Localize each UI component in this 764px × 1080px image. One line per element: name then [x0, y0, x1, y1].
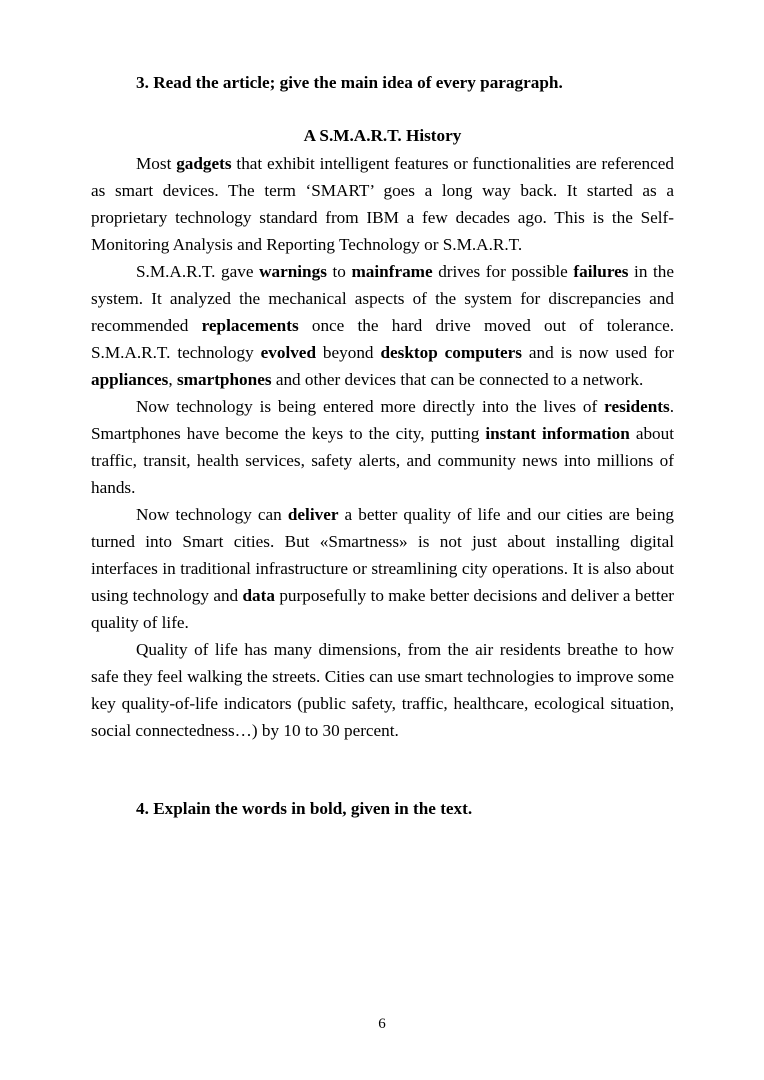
paragraph-text: about traffic, transit, health services, safety alerts, and community news into millions of hands.	[91, 424, 674, 497]
bold-term: smartphones	[176, 370, 272, 389]
bold-term: deliver	[287, 505, 339, 524]
article-body	[91, 150, 674, 744]
paragraph-text: that exhibit intelligent features or functionalities are referenced as smart devices. The term ‘SMART’ goes a long way back. It started as a proprietary technology standard from IBM a few decades ago. This is the Self-Monitoring Analysis and Reporting Technology or S.M.A.R.T.	[91, 154, 674, 254]
bold-term: warnings	[259, 262, 327, 281]
task-3-heading: 3. Read the article; give the main idea of every paragraph.	[136, 73, 563, 92]
article-paragraph	[91, 501, 674, 636]
paragraph-text: Quality of life has many dimensions, from the air residents breathe to how safe they feel walking the streets. Cities can use smart technologies to improve some key quality-of-life indicators (public safety, traffic, healthcare, ecological situation, social connectedness…) by 10 to 30 percent.	[91, 640, 674, 740]
bold-term: residents	[604, 397, 670, 416]
page-number: 6	[378, 1016, 386, 1032]
bold-term: failures	[573, 262, 629, 281]
article-paragraph	[91, 636, 674, 744]
paragraph-text: S.M.A.R.T. gave	[136, 262, 260, 281]
paragraph-text: purposefully to make better decisions and deliver a better quality of life.	[91, 586, 674, 632]
bold-term: appliances	[91, 370, 169, 389]
article-paragraph	[91, 258, 674, 393]
bold-term: replacements	[201, 316, 299, 335]
article-paragraph	[91, 150, 674, 258]
paragraph-text: to	[326, 262, 352, 281]
paragraph-text: Most	[136, 154, 177, 173]
bold-term: data	[242, 586, 275, 605]
paragraph-text: ,	[168, 370, 177, 389]
paragraph-text: and is now used for	[522, 343, 674, 362]
bold-term: desktop computers	[380, 343, 522, 362]
bold-term: gadgets	[176, 154, 232, 173]
paragraph-text: in the system. It analyzed the mechanical aspects of the system for discrepancies and recommended	[91, 262, 675, 335]
paragraph-text: drives for possible	[432, 262, 574, 281]
paragraph-text: Now technology is being entered more directly into the lives of	[136, 397, 605, 416]
paragraph-text: beyond	[316, 343, 381, 362]
paragraph-text: a better quality of life and our cities are being turned into Smart cities. But «Smartness» is not just about installing digital interfaces in traditional infrastructure or streamlining city operations. It is also about using technology and	[91, 505, 675, 605]
paragraph-text: and other devices that can be connected to a network.	[271, 370, 644, 389]
article-paragraph	[91, 393, 674, 501]
paragraph-text: . Smartphones have become the keys to the city, putting	[91, 397, 674, 443]
article-title: A S.M.A.R.T. History	[303, 126, 462, 145]
task-4-heading: 4. Explain the words in bold, given in the text.	[136, 799, 473, 818]
bold-term: mainframe	[351, 262, 433, 281]
bold-term: instant information	[485, 424, 630, 443]
bold-term: evolved	[260, 343, 316, 362]
paragraph-text: once the hard drive moved out of tolerance. S.M.A.R.T. technology	[91, 316, 674, 362]
paragraph-text: Now technology can	[136, 505, 288, 524]
